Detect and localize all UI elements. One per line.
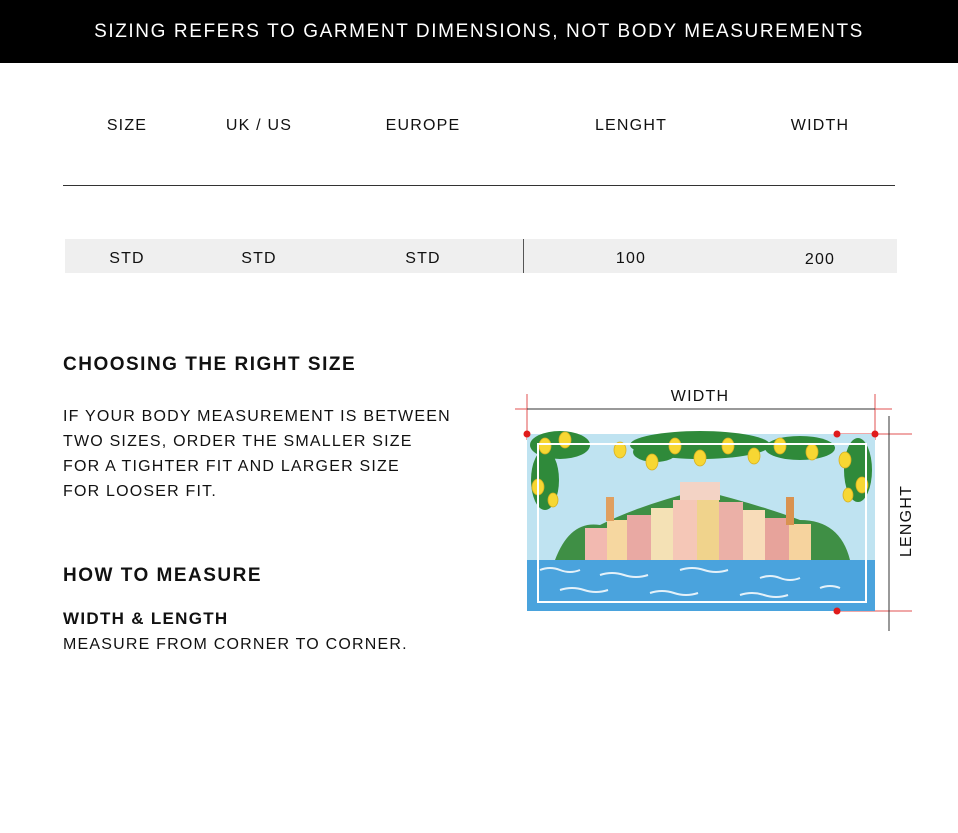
choosing-line-4: FOR LOOSER FIT. <box>63 483 218 500</box>
header-uk-us: UK / US <box>225 117 293 134</box>
measure-text: MEASURE FROM CORNER TO CORNER. <box>63 636 408 653</box>
cell-size: STD <box>109 250 145 267</box>
header-length: LENGHT <box>594 117 668 134</box>
cell-europe: STD <box>405 250 441 267</box>
measure-subtitle: WIDTH & LENGTH <box>63 609 229 628</box>
header-size: SIZE <box>106 117 148 134</box>
width-label: WIDTH <box>670 388 730 405</box>
choosing-line-2: TWO SIZES, ORDER THE SMALLER SIZE <box>63 433 413 450</box>
banner-text: SIZING REFERS TO GARMENT DIMENSIONS, NOT BODY MEASUREMENTS <box>94 20 864 42</box>
towel-illustration <box>527 431 875 611</box>
choosing-line-1: IF YOUR BODY MEASUREMENT IS BETWEEN <box>63 408 451 425</box>
measure-title: HOW TO MEASURE <box>63 565 263 586</box>
length-label: LENGHT <box>898 484 915 558</box>
cell-uk-us: STD <box>241 250 277 267</box>
header-width: WIDTH <box>790 117 850 134</box>
cell-width: 200 <box>804 251 836 268</box>
cell-length: 100 <box>615 250 647 267</box>
header-europe: EUROPE <box>385 117 461 134</box>
choosing-title: CHOOSING THE RIGHT SIZE <box>63 354 357 375</box>
choosing-line-3: FOR A TIGHTER FIT AND LARGER SIZE <box>63 458 400 475</box>
